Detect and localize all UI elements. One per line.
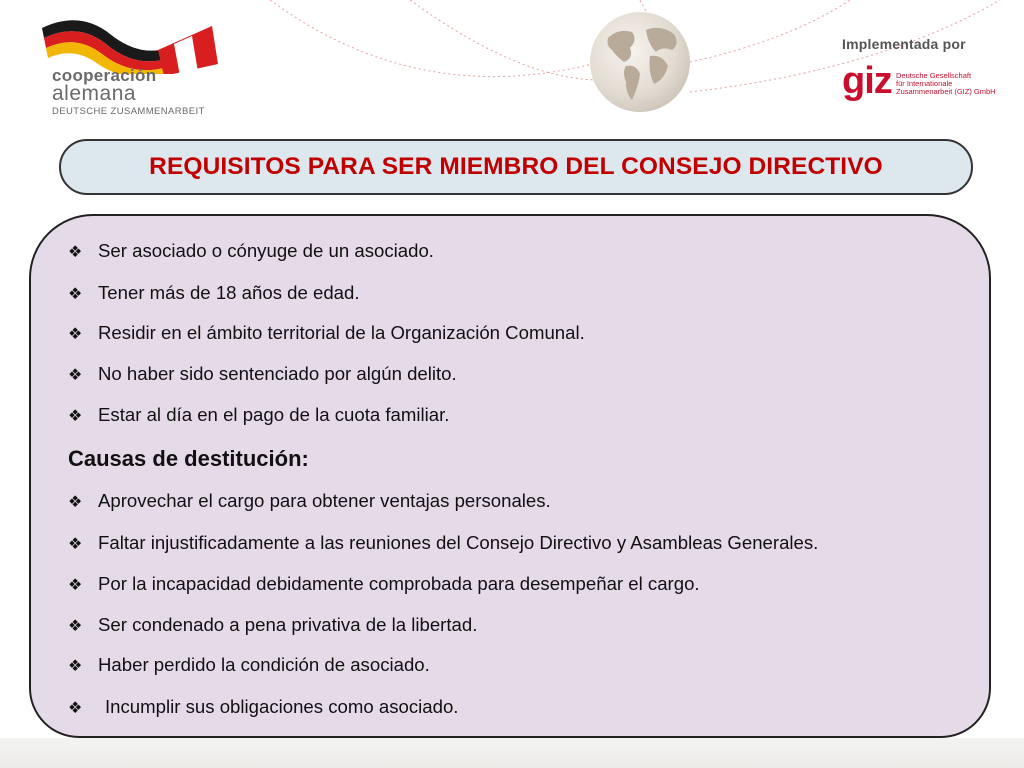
dismissal-heading: Causas de destitución: xyxy=(68,446,309,471)
dismissal-item: ❖ Por la incapacidad debidamente comprobada para desempeñar el cargo. xyxy=(68,573,700,594)
implemented-by-label: Implementada por xyxy=(842,36,966,52)
globe-icon xyxy=(588,10,692,114)
bullet-diamond-icon: ❖ xyxy=(68,577,83,594)
bullet-diamond-icon: ❖ xyxy=(68,618,83,635)
logo-line-1: cooperación xyxy=(52,66,157,85)
dismissal-item: ❖ Aprovechar el cargo para obtener ventajas personales. xyxy=(68,490,551,511)
giz-full-name xyxy=(896,72,996,96)
bullet-diamond-icon: ❖ xyxy=(68,286,83,303)
giz-name-line-2: für Internationale xyxy=(896,79,953,88)
dismissal-item: ❖ Ser condenado a pena privativa de la libertad. xyxy=(68,614,478,635)
giz-logo: giz xyxy=(842,60,892,102)
giz-name-line-1: Deutsche Gesellschaft xyxy=(896,71,972,80)
page-title: REQUISITOS PARA SER MIEMBRO DEL CONSEJO DIRECTIVO xyxy=(149,153,883,180)
bullet-diamond-icon: ❖ xyxy=(68,408,83,425)
requirement-item: ❖ No haber sido sentenciado por algún delito. xyxy=(68,363,457,384)
bullet-diamond-icon: ❖ xyxy=(68,494,83,511)
bullet-diamond-icon: ❖ xyxy=(68,367,83,384)
dismissal-item: ❖ Haber perdido la condición de asociado. xyxy=(68,654,430,675)
dismissal-item: ❖ Faltar injustificadamente a las reuniones del Consejo Directivo y Asambleas Generales. xyxy=(68,532,819,553)
requirement-item: ❖ Tener más de 18 años de edad. xyxy=(68,282,360,303)
requirement-item: ❖ Estar al día en el pago de la cuota familiar. xyxy=(68,404,450,425)
bottom-strip xyxy=(0,738,1024,768)
bullet-diamond-icon: ❖ xyxy=(68,244,83,261)
bullet-diamond-icon: ❖ xyxy=(68,326,83,343)
logo-line-3: DEUTSCHE ZUSAMMENARBEIT xyxy=(52,106,205,117)
bullet-diamond-icon: ❖ xyxy=(68,536,83,553)
requirement-item: ❖ Ser asociado o cónyuge de un asociado. xyxy=(68,240,434,261)
bullet-diamond-icon: ❖ xyxy=(68,658,83,675)
flag-ribbon-icon xyxy=(40,14,230,74)
requirement-item: ❖ Residir en el ámbito territorial de la Organización Comunal. xyxy=(68,322,585,343)
logo-line-2: alemana xyxy=(52,82,137,105)
dismissal-item: ❖ Incumplir sus obligaciones como asociado. xyxy=(68,696,459,717)
bullet-diamond-icon: ❖ xyxy=(68,700,83,717)
giz-name-line-3: Zusammenarbeit (GIZ) GmbH xyxy=(896,87,996,96)
title-box xyxy=(59,139,973,195)
cooperacion-alemana-logo xyxy=(40,14,230,118)
